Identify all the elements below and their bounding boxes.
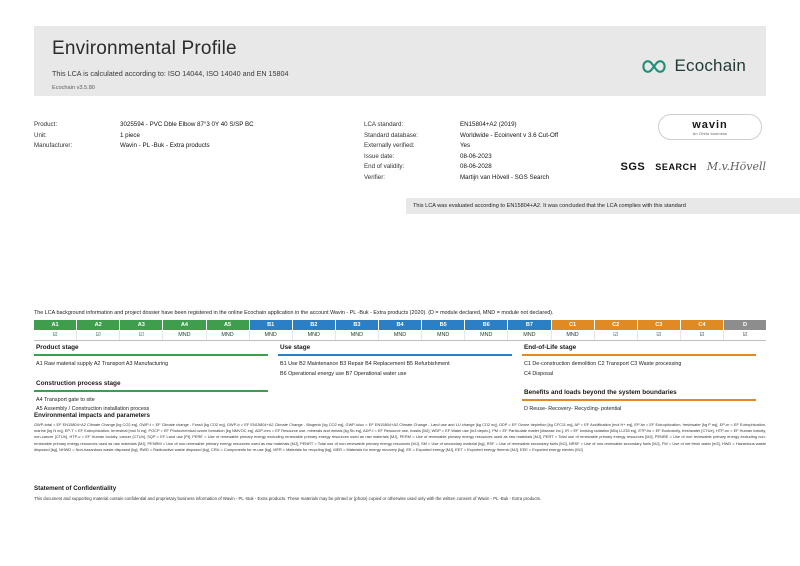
list-item: B1 Use B2 Maintenance B3 Repair B4 Replacement B5 Refurbishment: [280, 361, 450, 367]
verification-note: This LCA was evaluated according to EN15804+A2. It was concluded that the LCA complies with this standard: [406, 198, 800, 214]
module-value-cell: MND: [552, 330, 595, 340]
list-item: A4 Transport gate to site: [36, 396, 95, 403]
module-code-cell: A5: [207, 320, 250, 330]
module-value-cell: MND: [207, 330, 250, 340]
info-row: [34, 120, 364, 131]
verifier-signature: M.v.Hövell: [706, 160, 766, 173]
environmental-impacts-section: [34, 412, 766, 453]
module-value-cell: MND: [163, 330, 206, 340]
module-value-cell: ☑: [638, 330, 681, 340]
use-stage-title: Use stage: [280, 344, 311, 351]
module-code-cell: B4: [379, 320, 422, 330]
end-validity-label: End of validity:: [364, 163, 405, 170]
lca-standard-label: LCA standard:: [364, 121, 404, 128]
list-item: C1 De-construction demolition C2 Transport C3 Waste processing: [524, 361, 682, 367]
lifecycle-stages: [34, 340, 766, 415]
wavin-logo: [658, 114, 766, 140]
issue-date-label: Issue date:: [364, 152, 395, 160]
product-stage-title: Product stage: [36, 344, 79, 351]
module-code-cell: B2: [293, 320, 336, 330]
certification-logos: [621, 160, 767, 173]
module-code-row: [34, 320, 766, 330]
issue-date-value: 08-06-2023: [460, 152, 492, 160]
list-item: B6 Operational energy use B7 Operational water use: [280, 370, 407, 377]
standard-database-label: Standard database:: [364, 131, 419, 139]
construction-stage-title: Construction process stage: [36, 379, 121, 387]
module-code-cell: B1: [250, 320, 293, 330]
manufacturer-value: Wavin - PL -Buk - Extra products: [120, 142, 210, 149]
impacts-title: Environmental impacts and parameters: [34, 412, 150, 419]
document-header: [34, 26, 766, 96]
eol-stage-items: [522, 356, 756, 379]
registration-note: The LCA background information and project dossier have been registered in the online Ecochain application in the account Wavin - PL -Buk - Extra products (2020). (D = module declared, MND = module not declared).: [34, 310, 554, 316]
module-value-cell: ☑: [595, 330, 638, 340]
verifier-label: Verifier:: [364, 173, 385, 181]
module-value-cell: ☑: [742, 332, 748, 338]
module-code-cell: B5: [422, 320, 465, 330]
metadata-section: [34, 118, 766, 209]
use-stage-column: [278, 340, 522, 415]
list-item: A5 Assembly / Construction installation process: [36, 406, 150, 412]
module-code-cell: A1: [34, 320, 77, 330]
verifier-value: Martijn van Hövell - SGS Search: [460, 173, 550, 181]
module-value-cell: MND: [379, 330, 422, 340]
module-value-cell: MND: [250, 330, 293, 340]
eol-stage-column: [522, 340, 766, 415]
list-item: D Reuse- Recovery- Recycling- potential: [524, 406, 622, 412]
module-code-cell: C4: [681, 320, 724, 330]
lca-standard-value: EN15804+A2 (2019): [460, 121, 517, 128]
manufacturer-label: Manufacturer:: [34, 142, 73, 149]
list-item: C4 Disposal: [524, 370, 554, 377]
module-value-cell: ☑: [681, 330, 724, 340]
impacts-text: GWP-total = EF EN15804+A2 Climate Change [kg CO2 eq], GWP-f = EF Climate change - Fossil [kg CO2 eq], GWP-b = EF EN15804+A2 Climate Change - Biogenic [kg CO2 eq], GWP-luluc = EF EN15804+A2 Climate Change - Land use and LU change [kg CO2 eq], ODP = EF Ozone depletion [kg CFC11 eq], AP = EF Acidification [mol H+ eq], EP-fw = EF Eutrophication, freshwater [kg P eq], EP-m = EF Eutrophication, marine [kg N eq], EP-T = EF Eutrophication, terrestrial [mol N eq], POCP = EF Photochemical ozone formation [kg NMVOC eq], ADP-mm = EF Resource use, minerals and metals [kg Sb eq], ADP-f = EF Resource use, fossils [MJ], WDP = EF Water use [m3 depriv.], PM = EF Particulate matter [disease inc.], IR = EF Ionising radiation [kBq U-235 eq], ETP-fw = EF Ecotoxicity, freshwater [CTUe], HTP-nc = EF Human toxicity, non-cancer [CTUh], HTP-c = EF Human toxicity, cancer [CTUh], SQP = EF Land use [Pt], PERE = Use of renewable primary energy excluding renewable primary energy resources used as raw materials [MJ], PERM = Use of renewable primary energy resources used as raw materials [MJ], PERT = Total use of renewable primary energy resources [MJ], PENRE = Use of non renewable primary energy excluding non-renewable primary energy resources used as raw materials [MJ], PENRM = Use of non-renewable primary energy resources used as raw materials [MJ], PENRT = Total use of non-renewable primary energy resources [MJ], SM = Use of secondary material [kg], RSF = Use of renewable secondary fuels [MJ], NRSF = Use of non-renewable secondary fuels [MJ], FW = Use of net fresh water [m3], HWD = Hazardous waste disposed [kg], NHWD = Non-hazardous waste disposed [kg], RWD = Radioactive waste disposed [kg], CRU = Components for re-use [kg], MFR = Materials for recycling [kg], MER = Materials for energy recovery [kg], EE = Exported energy [MJ], EET = Exported energy thermic [MJ], EEE = Exported energy electric [MJ]: [34, 422, 766, 452]
module-value-cell: MND: [336, 330, 379, 340]
module-code-cell: C2: [595, 320, 638, 330]
eol-stage-title: End-of-Life stage: [524, 344, 577, 351]
module-value-cell: ☑: [77, 330, 120, 340]
confidentiality-text: This document and supporting material contain confidential and proprietary business information of Wavin - PL -Buk - Extra products. These materials may be printed or (photo) copied or otherwise used only with the written consent of Wavin - PL -Buk - Extra products.: [34, 496, 542, 501]
unit-value: 1 piece: [120, 131, 140, 139]
page-title: Environmental Profile: [52, 38, 237, 59]
wavin-tagline: An Orbia business: [692, 131, 728, 136]
info-row: [34, 141, 364, 152]
module-table: [34, 320, 766, 341]
infinity-icon: [641, 59, 667, 74]
standard-database-value: Worldwide - Ecoinvent v 3.6 Cut-Off: [460, 131, 559, 139]
module-value-cell: ☑: [120, 330, 163, 340]
sgs-logo: SGS: [620, 160, 646, 173]
header-subtitle: This LCA is calculated according to: ISO 14044, ISO 14040 and EN 15804: [52, 69, 289, 78]
search-logo: SEARCH: [655, 161, 697, 172]
wavin-wordmark: wavin: [692, 118, 728, 131]
app-version: Ecochain v3.5.80: [52, 85, 95, 91]
confidentiality-section: [34, 485, 766, 502]
module-value-cell: MND: [422, 330, 465, 340]
product-info-block: [34, 120, 364, 183]
end-validity-value: 08-06-2028: [460, 163, 492, 170]
module-value-cell: MND: [293, 330, 336, 340]
info-row: [34, 131, 364, 142]
externally-verified-value: Yes: [460, 142, 471, 149]
confidentiality-title: Statement of Confidentiality: [34, 485, 117, 492]
module-code-cell: B3: [336, 320, 379, 330]
module-code-cell: A3: [120, 320, 163, 330]
benefits-title: Benefits and loads beyond the system boundaries: [524, 389, 677, 396]
module-code-cell: C3: [638, 320, 681, 330]
product-stage-column: [34, 340, 278, 415]
module-code-cell: A4: [163, 320, 206, 330]
externally-verified-label: Externally verified:: [364, 142, 415, 149]
module-code-cell: B7: [508, 320, 551, 330]
module-code-cell: C1: [552, 320, 595, 330]
ecochain-logo: [641, 56, 746, 76]
unit-label: Unit:: [34, 131, 47, 139]
brand-name: Ecochain: [674, 56, 746, 75]
header-text-block: [52, 38, 289, 91]
info-row: [364, 141, 766, 152]
info-row: [364, 173, 766, 184]
module-code-cell: D: [724, 320, 766, 330]
lca-info-block: [364, 120, 766, 183]
product-value: 3025594 - PVC Dble Elbow 87°3 0Y 40 S/SP BC: [120, 121, 254, 128]
module-value-cell: MND: [465, 330, 508, 340]
module-code-cell: B6: [465, 320, 508, 330]
product-stage-items: [34, 356, 268, 370]
module-value-cell: ☑: [34, 330, 77, 340]
module-code-cell: A2: [77, 320, 120, 330]
use-stage-items: [278, 356, 512, 379]
module-value-cell: MND: [508, 330, 551, 340]
product-label: Product:: [34, 121, 58, 128]
list-item: A1 Raw material supply A2 Transport A3 Manufacturing: [36, 361, 169, 367]
